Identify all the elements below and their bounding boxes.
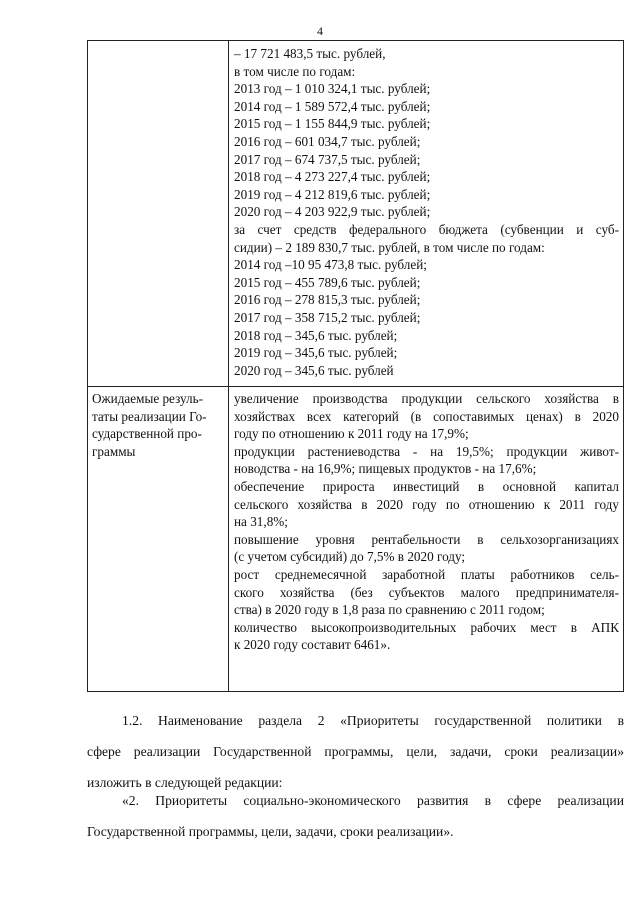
result-line: (с учетом субсидий) до 7,5% в 2020 году; bbox=[234, 549, 466, 565]
result-line: хозяйствах всех категорий (в сопоставимых ценах) в 2020 bbox=[234, 408, 619, 424]
result-line: количество высокопроизводительных рабочих мест в АПК bbox=[234, 619, 619, 635]
funding-line: за счет средств федерального бюджета (субвенции и суб- bbox=[234, 221, 619, 237]
result-line: увеличение производства продукции сельского хозяйства в bbox=[234, 391, 619, 406]
funding-line: 2019 год – 345,6 тыс. рублей; bbox=[234, 345, 398, 361]
result-line: году по отношению к 2011 году на 17,9%; bbox=[234, 426, 469, 442]
result-line: ства) в 2020 году в 1,8 раза по сравнению с 2011 годом; bbox=[234, 602, 545, 618]
result-line: новодства - на 16,9%; пищевых продуктов - на 17,6%; bbox=[234, 461, 537, 477]
row-label-line: сударственной про- bbox=[92, 426, 202, 442]
row-label-line: таты реализации Го- bbox=[92, 408, 207, 424]
result-line: рост среднемесячной заработной платы работников сель- bbox=[234, 566, 619, 582]
paragraph-new-section-title bbox=[87, 785, 624, 847]
funding-line: 2016 год – 601 034,7 тыс. рублей; bbox=[234, 133, 421, 149]
result-line: ского хозяйства (без субъектов малого предпринимателя- bbox=[234, 584, 619, 600]
funding-line: 2020 год – 345,6 тыс. рублей bbox=[234, 362, 394, 378]
funding-line: 2019 год – 4 212 819,6 тыс. рублей; bbox=[234, 186, 431, 202]
result-line: сельского хозяйства в 2020 году по отношению к 2011 году bbox=[234, 496, 619, 512]
program-passport-table bbox=[87, 40, 624, 692]
funding-line: 2014 год –10 95 473,8 тыс. рублей; bbox=[234, 257, 427, 273]
funding-line: 2015 год – 1 155 844,9 тыс. рублей; bbox=[234, 116, 431, 132]
paragraph-line: 1.2. Наименование раздела 2 «Приоритеты государственной политики в bbox=[122, 713, 624, 728]
funding-line: 2017 год – 358 715,2 тыс. рублей; bbox=[234, 309, 421, 325]
row-label-line: граммы bbox=[92, 443, 136, 459]
funding-line: 2013 год – 1 010 324,1 тыс. рублей; bbox=[234, 81, 431, 97]
paragraph-line: Государственной программы, цели, задачи, сроки реализации». bbox=[87, 824, 454, 839]
result-line: на 31,8%; bbox=[234, 514, 288, 530]
expected-results-label-cell bbox=[92, 390, 224, 460]
funding-line: сидии) – 2 189 830,7 тыс. рублей, в том числе по годам: bbox=[234, 239, 545, 255]
funding-line: 2018 год – 345,6 тыс. рублей; bbox=[234, 327, 398, 343]
row-divider bbox=[88, 386, 623, 387]
paragraph-line: сфере реализации Государственной программы, цели, задачи, сроки реализации» bbox=[87, 744, 624, 759]
funding-line: 2014 год – 1 589 572,4 тыс. рублей; bbox=[234, 98, 431, 114]
funding-line: 2017 год – 674 737,5 тыс. рублей; bbox=[234, 151, 421, 167]
funding-line: – 17 721 483,5 тыс. рублей, bbox=[234, 46, 386, 61]
funding-line: 2016 год – 278 815,3 тыс. рублей; bbox=[234, 292, 421, 308]
page-number: 4 bbox=[317, 24, 323, 38]
result-line: к 2020 году составит 6461». bbox=[234, 637, 391, 653]
funding-line: 2015 год – 455 789,6 тыс. рублей; bbox=[234, 274, 421, 290]
row-label-line: Ожидаемые резуль- bbox=[92, 391, 204, 406]
funding-continuation-cell bbox=[234, 45, 619, 379]
paragraph-line: «2. Приоритеты социально-экономического развития в сфере реализации bbox=[122, 793, 624, 808]
column-divider bbox=[228, 41, 229, 691]
funding-line: 2020 год – 4 203 922,9 тыс. рублей; bbox=[234, 204, 431, 220]
result-line: обеспечение прироста инвестиций в основной капитал bbox=[234, 478, 619, 494]
result-line: продукции растениеводства - на 19,5%; продукции живот- bbox=[234, 443, 619, 459]
paragraph-line: изложить в следующей редакции: bbox=[87, 775, 283, 790]
funding-line: 2018 год – 4 273 227,4 тыс. рублей; bbox=[234, 169, 431, 185]
funding-line: в том числе по годам: bbox=[234, 63, 356, 79]
expected-results-value-cell bbox=[234, 390, 619, 654]
result-line: повышение уровня рентабельности в сельхозорганизациях bbox=[234, 531, 619, 547]
